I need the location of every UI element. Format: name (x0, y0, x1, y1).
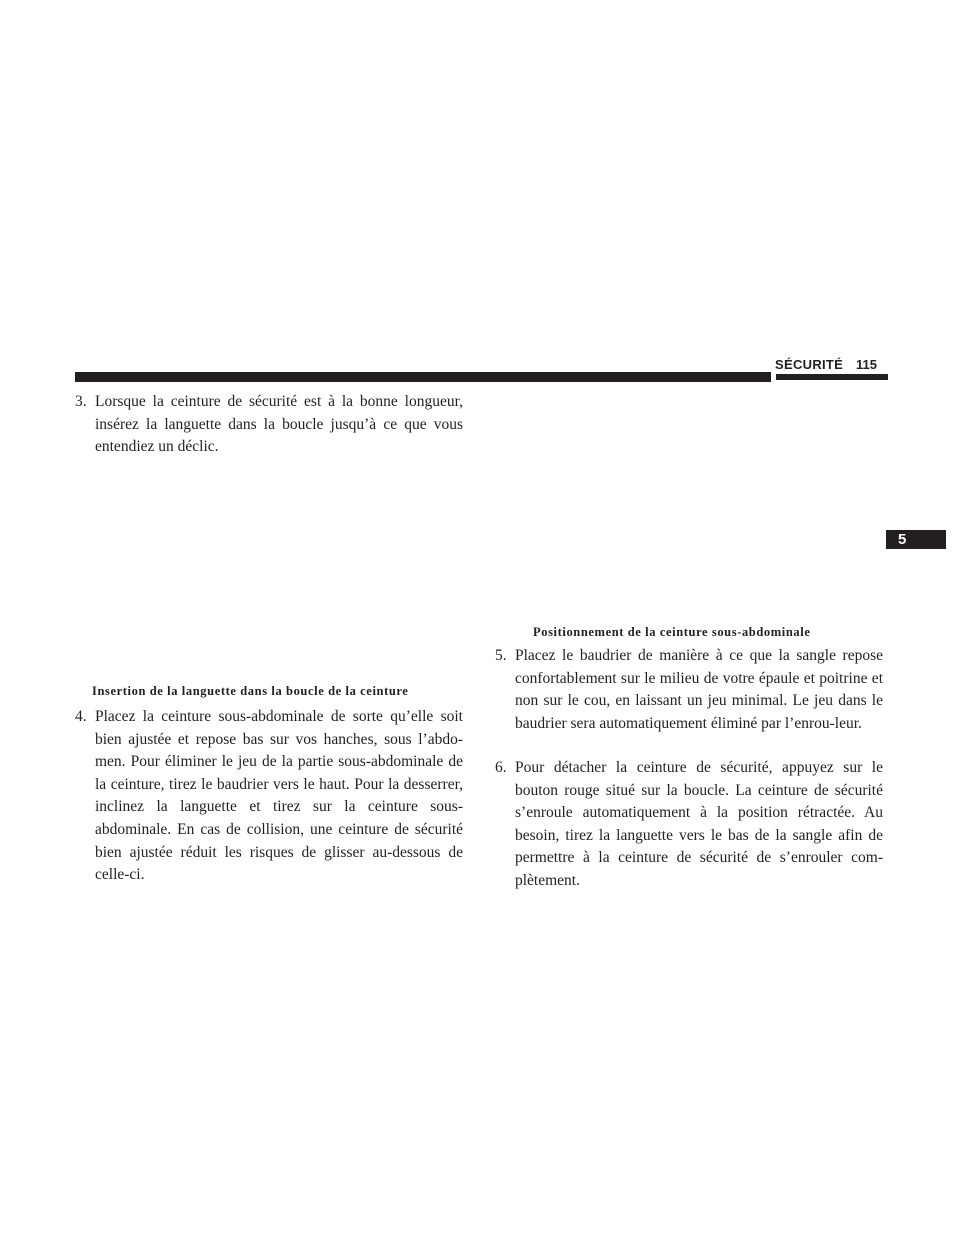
header-rule (75, 372, 771, 382)
step-number: 5. (495, 647, 507, 664)
header-rule-end (776, 374, 888, 380)
step-5 (495, 645, 883, 735)
step-number: 6. (495, 759, 507, 776)
step-text: Placez le baudrier de manière à ce que la sangle repose confortablement sur le milieu de votre épaule et poitrine et non sur le cou, en laissant un jeu minimal. Le jeu dans le baudrier sera automatiquement éliminé par l’enrou-leur. (515, 647, 883, 732)
section-title: SÉCURITÉ (775, 357, 844, 372)
figure-caption-right: Positionnement de la ceinture sous-abdominale (533, 625, 811, 639)
step-number: 4. (75, 708, 87, 725)
step-text: Pour détacher la ceinture de sécurité, appuyez sur le bouton rouge situé sur la boucle. La ceinture de sécurité s’enroule automatiquement à la position rétractée. Au besoin, tirez la languette vers le bas de la sangle afin de permettre à la ceinture de sécurité de s’enrouler com-plètement. (515, 759, 883, 889)
step-text: Lorsque la ceinture de sécurité est à la bonne longueur, insérez la languette dans la boucle jusqu’à ce que vous entendiez un déclic. (95, 393, 463, 456)
step-3 (75, 391, 463, 459)
step-text: Placez la ceinture sous-abdominale de sorte qu’elle soit bien ajustée et repose bas sur vos hanches, sous l’abdo-men. Pour éliminer le jeu de la partie sous-abdominale de la ceinture, tirez le baudrier vers le haut. Pour la desserrer, inclinez la languette et tirez sur la ceinture sous-abdominale. En cas de collision, une ceinture de sécurité bien ajustée réduit les risques de glisser au-dessous de celle-ci. (95, 708, 463, 884)
step-4 (75, 706, 463, 887)
chapter-tab: 5 (886, 530, 946, 549)
step-number: 3. (75, 393, 87, 410)
step-6 (495, 757, 883, 893)
figure-caption-left: Insertion de la languette dans la boucle de la ceinture (92, 684, 409, 698)
page-number: 115 (856, 357, 877, 372)
